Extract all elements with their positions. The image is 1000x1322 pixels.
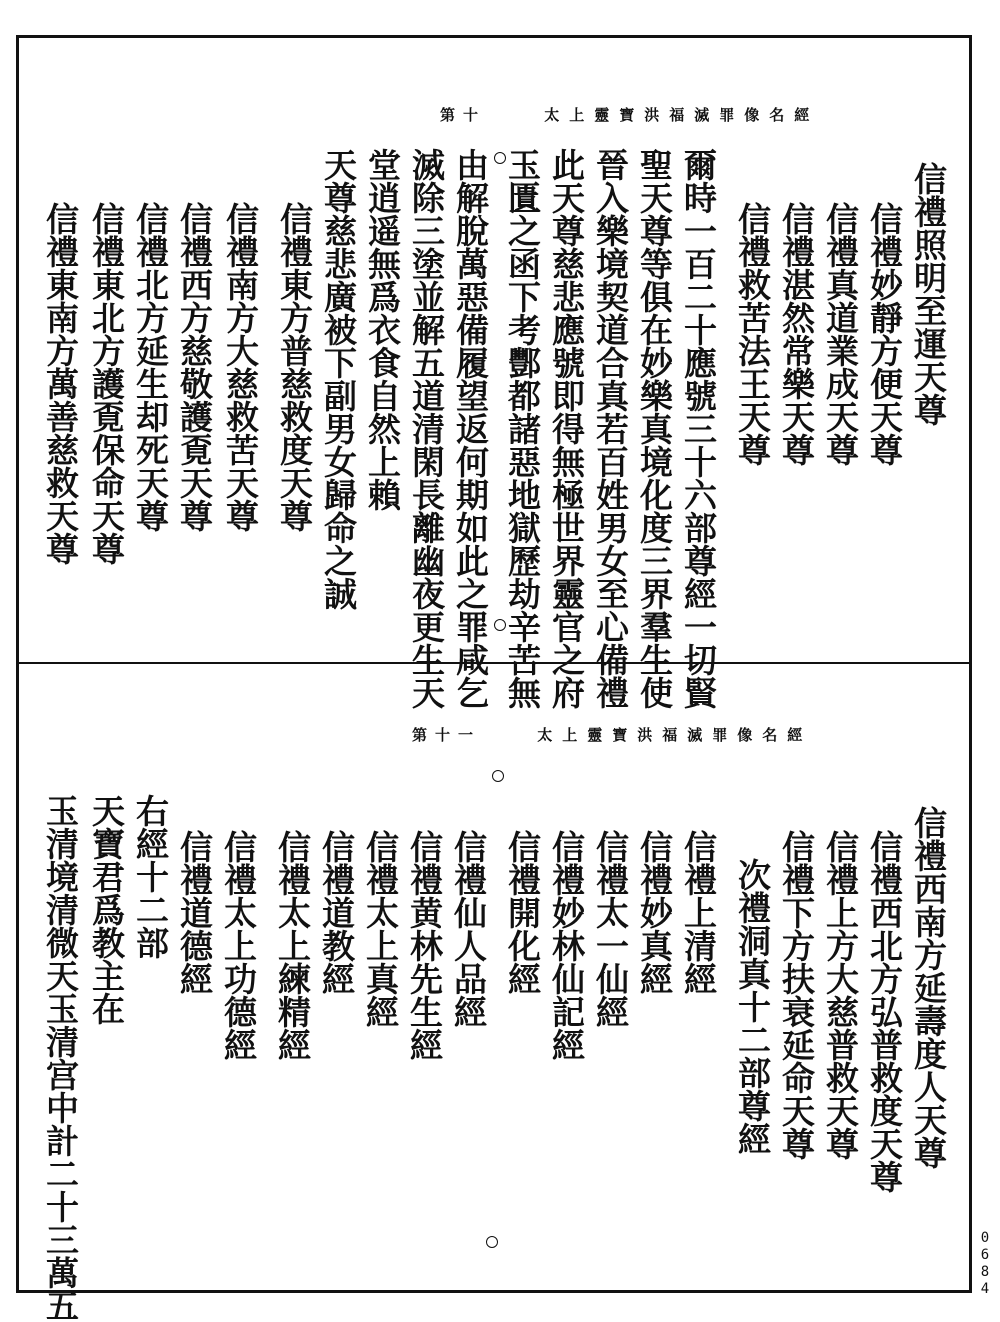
text-column: 次禮洞真十二部尊經 — [733, 858, 772, 1155]
text-column: 玉匱之函下考酆都諸惡地獄歷劫辛苦無 — [503, 148, 542, 709]
text-column: 信禮救苦法王天尊 — [733, 202, 772, 466]
text-column: 天寶君爲教主在 — [87, 794, 126, 1025]
text-column: 右經十二部 — [131, 794, 170, 959]
text-column: 由解脫萬惡備履望返何期如此之罪咸乞 — [451, 148, 490, 709]
circle-mark — [494, 619, 506, 631]
text-column: 信禮妙靜方便天尊 — [865, 202, 904, 466]
top-section-number: 第十 — [440, 106, 487, 124]
page-divider — [16, 662, 972, 664]
text-column: 信禮東方普慈救度天尊 — [275, 202, 314, 532]
text-column: 信禮東南方萬善慈救天尊 — [41, 202, 80, 565]
bottom-section-number: 第十一 — [412, 726, 482, 744]
top-sutra-title: 太上靈寶洪福滅罪像名經 — [544, 106, 820, 124]
text-column: 信禮太上真經 — [361, 830, 400, 1028]
text-column: 爾時一百二十應號三十六部尊經一切賢 — [679, 148, 718, 709]
text-column: 信禮下方扶衰延命天尊 — [777, 830, 816, 1160]
text-column: 信禮湛然常樂天尊 — [777, 202, 816, 466]
text-column: 信禮西南方延壽度人天尊 — [909, 806, 948, 1169]
text-column: 信禮照明至運天尊 — [909, 162, 948, 426]
bottom-sutra-title: 太上靈寶洪福滅罪像名經 — [537, 726, 813, 744]
text-column: 晉入樂境契道合真若百姓男女至心備禮 — [591, 148, 630, 709]
text-column: 信禮西方慈敬護覔天尊 — [175, 202, 214, 532]
text-column: 信禮真道業成天尊 — [821, 202, 860, 466]
circle-mark — [494, 152, 506, 164]
page-number: 0684 — [977, 1230, 993, 1298]
text-column: 信禮道教經 — [317, 830, 356, 995]
text-column: 信禮北方延生却死天尊 — [131, 202, 170, 532]
text-column: 信禮妙真經 — [635, 830, 674, 995]
text-column: 信禮太一仙經 — [591, 830, 630, 1028]
text-column: 此天尊慈悲應號即得無極世界靈官之府 — [547, 148, 586, 709]
text-column: 信禮道德經 — [175, 830, 214, 995]
text-column: 信禮開化經 — [503, 830, 542, 995]
circle-mark — [486, 1236, 498, 1248]
text-column: 信禮上方大慈普救天尊 — [821, 830, 860, 1160]
text-column: 堂逍遥無爲衣食自然上賴 — [363, 148, 402, 511]
text-column: 玉清境清微天玉清宫中計二十三萬五 — [41, 794, 80, 1322]
text-column: 滅除三塗並解五道清閑長離幽夜更生天 — [407, 148, 446, 709]
text-column: 天尊慈悲廣被下副男女歸命之誠 — [319, 148, 358, 610]
top-page-header — [440, 104, 819, 125]
circle-mark — [492, 770, 504, 782]
text-column: 聖天尊等俱在妙樂真境化度三界羣生使 — [635, 148, 674, 709]
text-column: 信禮仙人品經 — [449, 830, 488, 1028]
text-column: 信禮黄林先生經 — [405, 830, 444, 1061]
bottom-page-header — [412, 724, 812, 745]
text-column: 信禮東北方護覔保命天尊 — [87, 202, 126, 565]
text-column: 信禮太上練精經 — [273, 830, 312, 1061]
text-column: 信禮妙林仙記經 — [547, 830, 586, 1061]
text-column: 信禮太上功德經 — [219, 830, 258, 1061]
text-column: 信禮上清經 — [679, 830, 718, 995]
text-column: 信禮西北方弘普救度天尊 — [865, 830, 904, 1193]
text-column: 信禮南方大慈救苦天尊 — [221, 202, 260, 532]
